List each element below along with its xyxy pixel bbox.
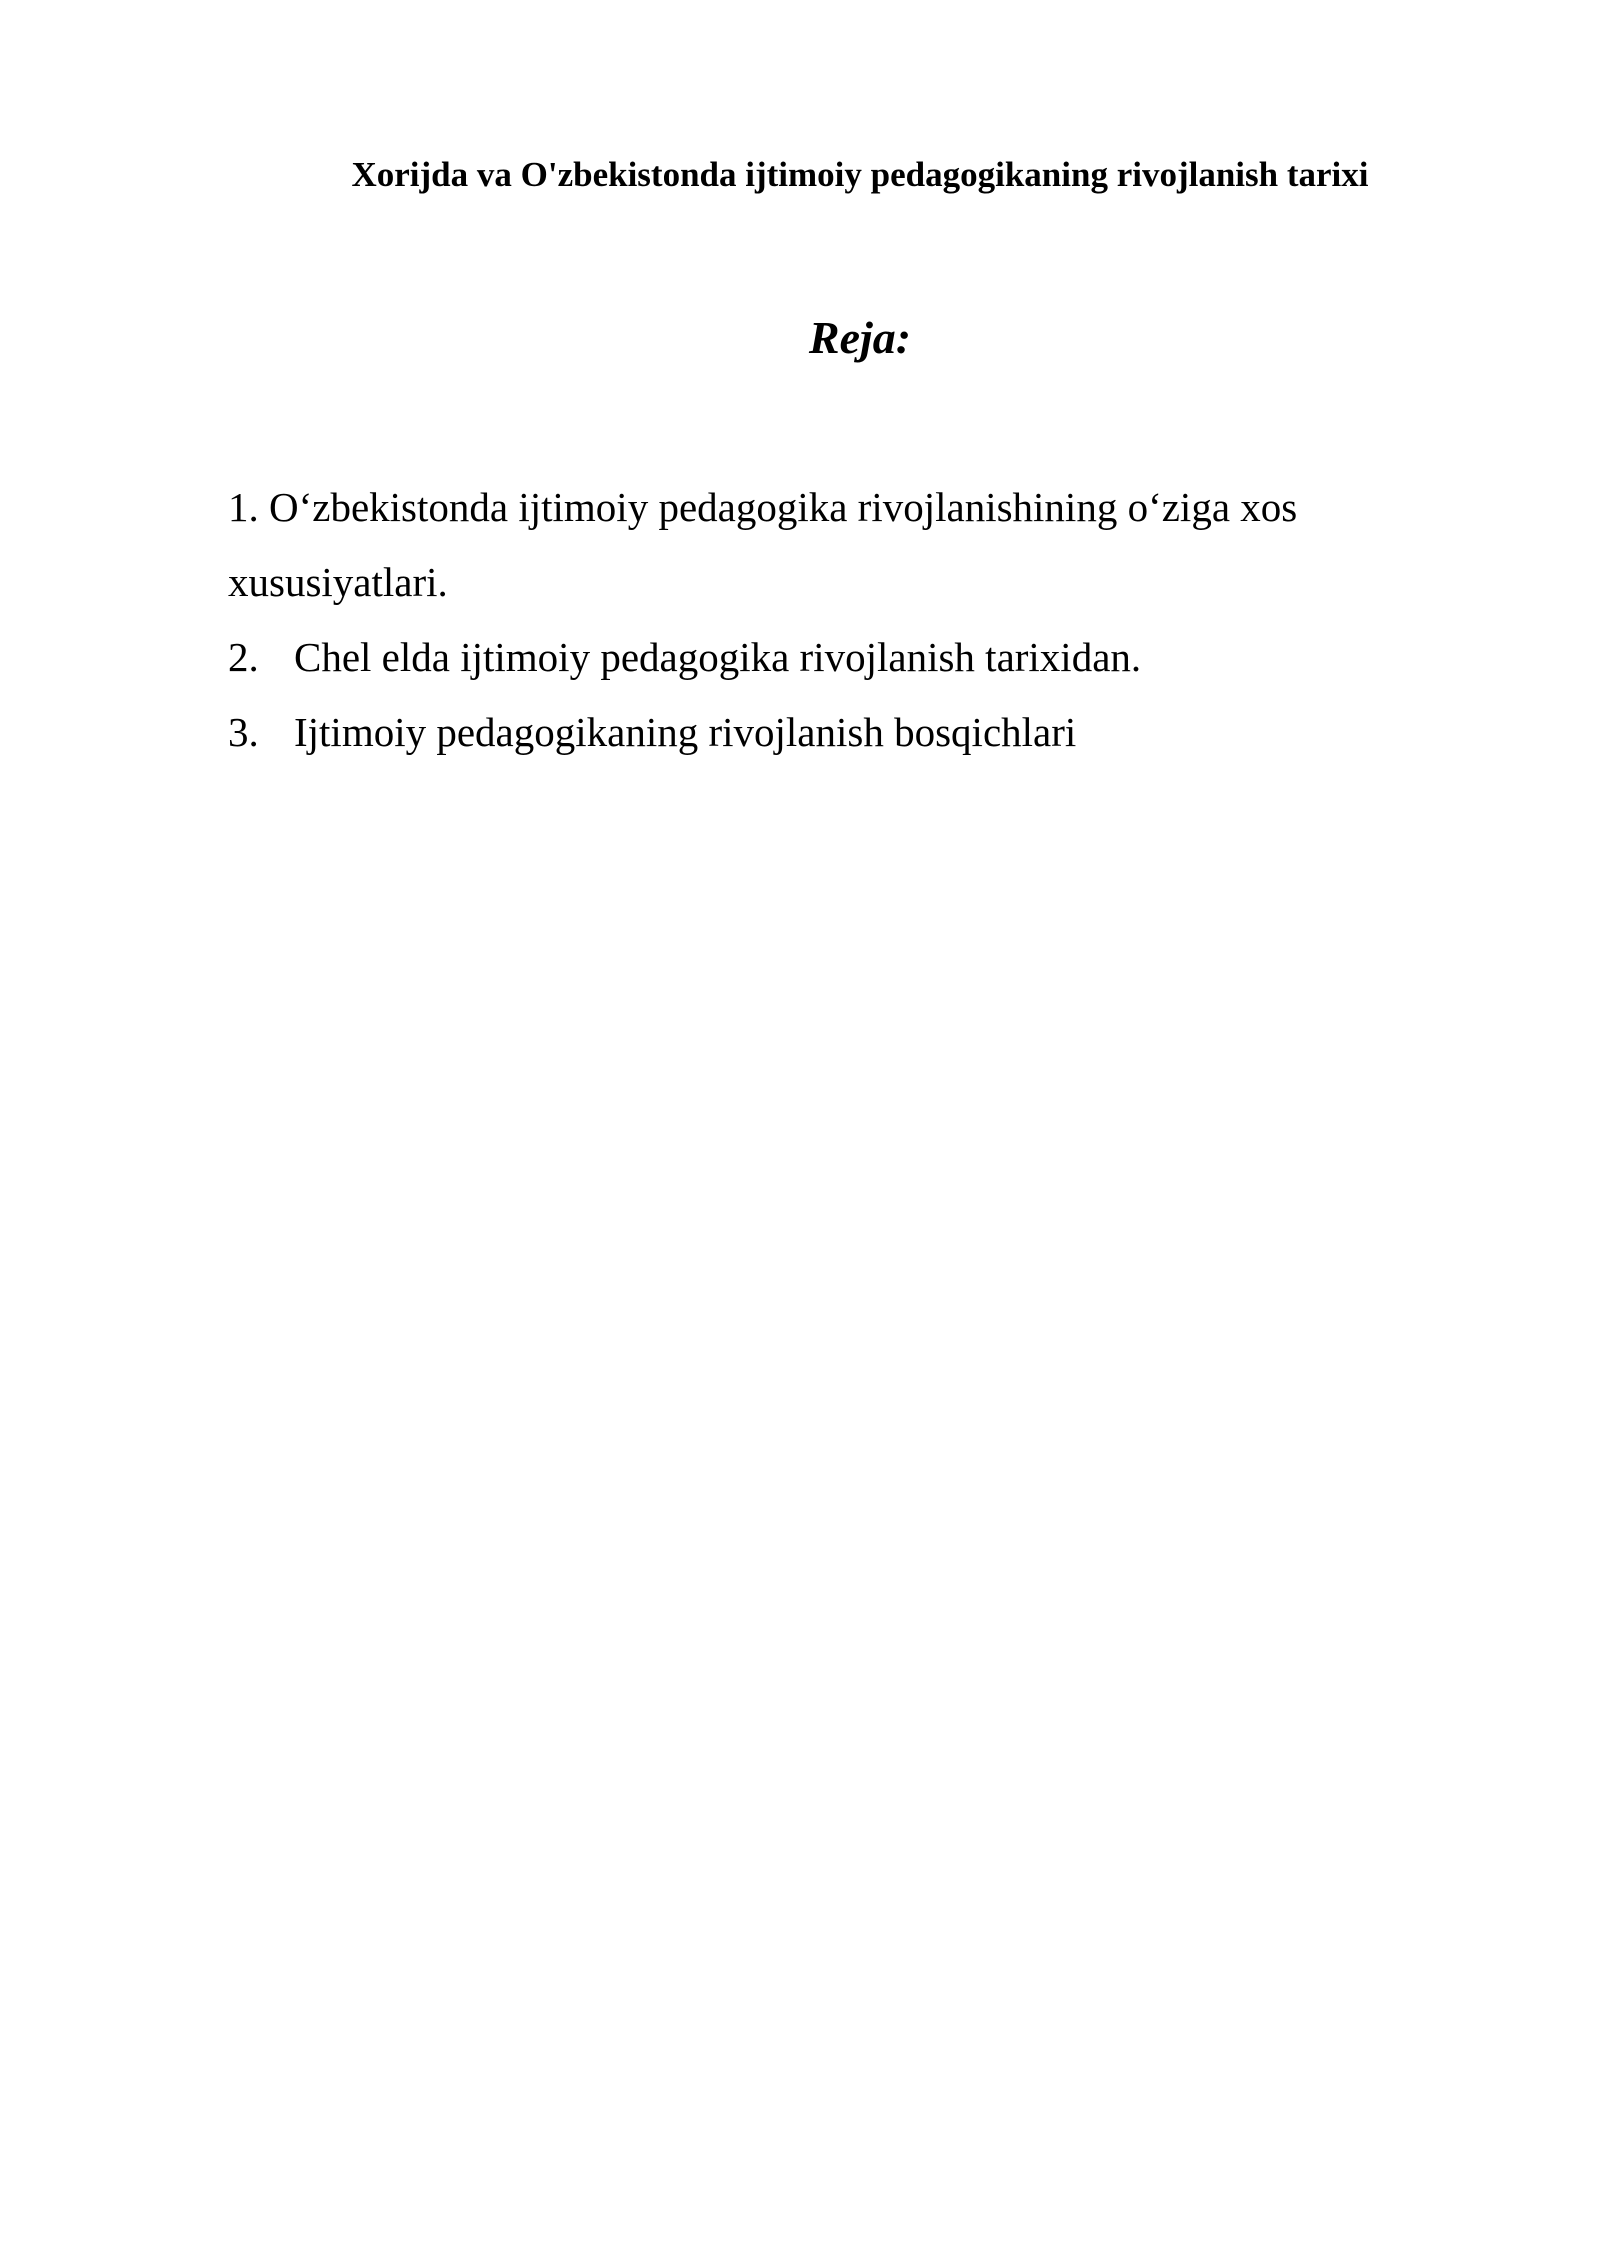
- plan-item-number: 1.: [228, 484, 269, 530]
- plan-item-3: [228, 695, 1378, 770]
- plan-heading: Reja:: [808, 312, 912, 363]
- plan-item-number: 2.: [228, 634, 259, 680]
- plan-list: [228, 470, 1378, 770]
- plan-item-2: [228, 620, 1378, 695]
- plan-item-1: [228, 470, 1378, 620]
- document-title: Xorijda va O'zbekistonda ijtimoiy pedagogikaning rivojlanish tarixi: [351, 155, 1369, 194]
- plan-item-text: Ijtimoiy pedagogikaning rivojlanish bosqichlari: [294, 709, 1077, 755]
- plan-item-text: O‘zbekistonda ijtimoiy pedagogika rivojlanishining o‘ziga xos xususiyatlari.: [228, 484, 1298, 605]
- plan-item-text: Chel elda ijtimoiy pedagogika rivojlanish tarixidan.: [294, 634, 1142, 680]
- plan-item-number: 3.: [228, 709, 259, 755]
